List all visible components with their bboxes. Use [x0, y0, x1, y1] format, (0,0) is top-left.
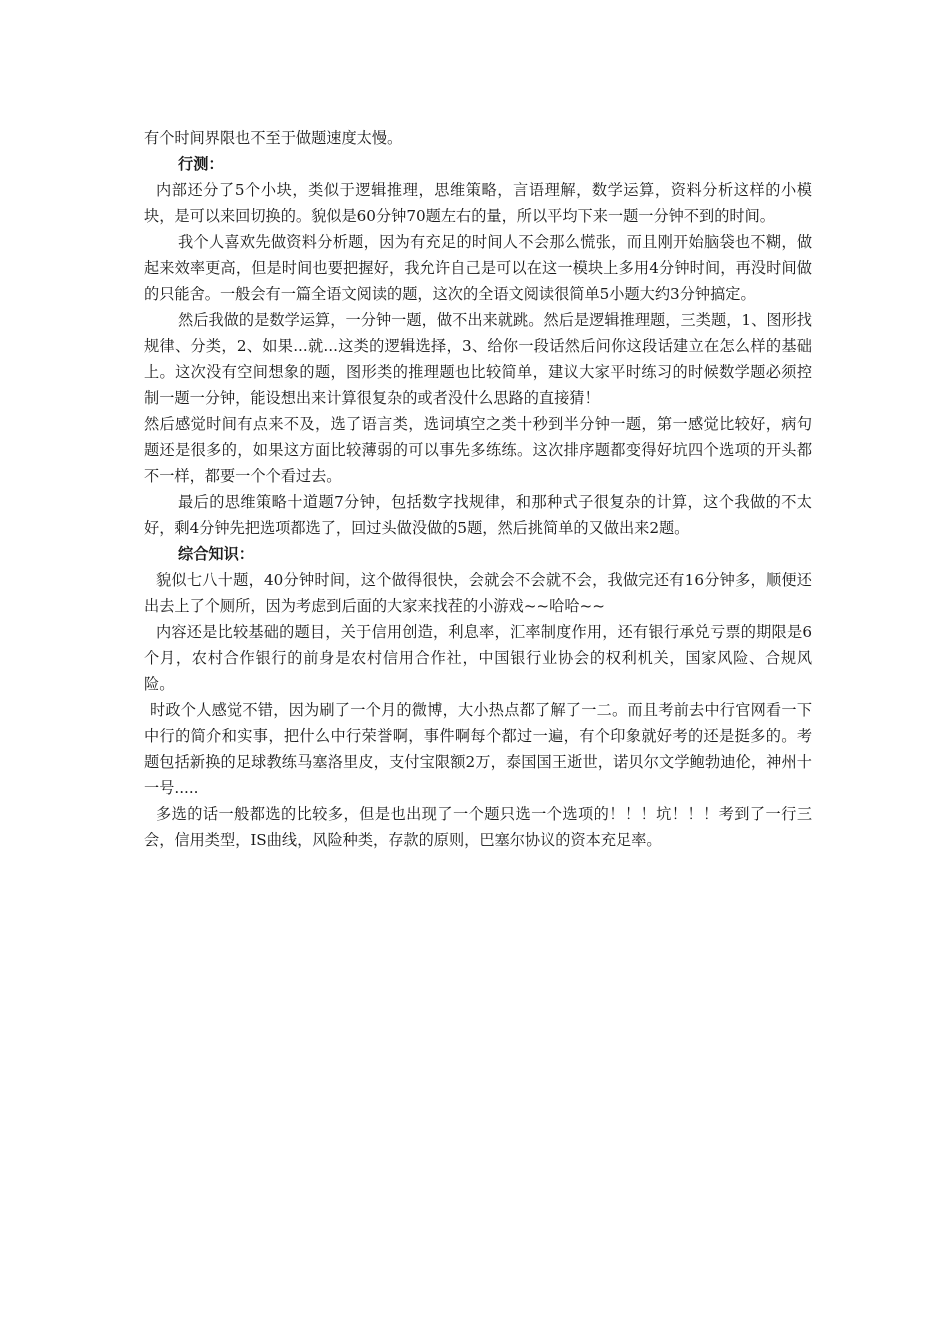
paragraph-zonghe-content: 内容还是比较基础的题目，关于信用创造，利息率，汇率制度作用，还有银行承兑亏票的期限是6个月，农村合作银行的前身是农村信用合作社，中国银行业协会的权利机关，国家风险、合规风险。 [144, 623, 812, 693]
paragraph-current-affairs: 时政个人感觉不错，因为刷了一个月的微博，大小热点都了解了一二。而且考前去中行官网看一下中行的简介和实事，把什么中行荣誉啊，事件啊每个都过一遍，有个印象就好考的还是挺多的。考题包括新换的足球教练马塞洛里皮，支付宝限额2万，泰国国王逝世，诺贝尔文学鲍勃迪伦，神州十一号..... [144, 701, 812, 797]
paragraph-multiple-choice: 多选的话一般都选的比较多，但是也出现了一个题只选一个选项的！！！坑！！！考到了一行三会，信用类型，IS曲线，风险种类，存款的原则，巴塞尔协议的资本充足率。 [144, 805, 812, 849]
section-heading-xingce: 行测： [178, 155, 224, 173]
paragraph-thinking-strategy: 最后的思维策略十道题7分钟，包括数字找规律，和那种式子很复杂的计算，这个我做的不太好，剩4分钟先把选项都选了，回过头做没做的5题，然后挑简单的又做出来2题。 [144, 493, 812, 537]
paragraph-data-analysis: 我个人喜欢先做资料分析题，因为有充足的时间人不会那么慌张，而且刚开始脑袋也不糊，做起来效率更高，但是时间也要把握好，我允许自己是可以在这一模块上多用4分钟时间，再没时间做的只能舍。一般会有一篇全语文阅读的题，这次的全语文阅读很简单5小题大约3分钟搞定。 [144, 233, 812, 303]
paragraph-zonghe-overview: 貌似七八十题，40分钟时间，这个做得很快，会就会不会就不会，我做完还有16分钟多，顺便还出去上了个厕所，因为考虑到后面的大家来找茬的小游戏~~哈哈~~ [144, 571, 812, 615]
document-body [144, 125, 812, 853]
paragraph-continuation: 有个时间界限也不至于做题速度太慢。 [144, 129, 403, 147]
section-heading-zonghe: 综合知识： [178, 545, 254, 563]
paragraph-math-logic: 然后我做的是数学运算，一分钟一题，做不出来就跳。然后是逻辑推理题，三类题，1、图形找规律、分类，2、如果...就...这类的逻辑选择，3、给你一段话然后问你这段话建立在怎么样的基础上。这次没有空间想象的题，图形类的推理题也比较简单，建议大家平时练习的时候数学题必须控制一题一分钟，能设想出来计算很复杂的或者没什么思路的直接猜！ [144, 311, 812, 407]
paragraph-xingce-overview: 内部还分了5个小块，类似于逻辑推理，思维策略，言语理解，数学运算，资料分析这样的小模块，是可以来回切换的。貌似是60分钟70题左右的量，所以平均下来一题一分钟不到的时间。 [144, 181, 812, 225]
paragraph-language: 然后感觉时间有点来不及，选了语言类，选词填空之类十秒到半分钟一题，第一感觉比较好，病句题还是很多的，如果这方面比较薄弱的可以事先多练练。这次排序题都变得好坑四个选项的开头都不一样，都要一个个看过去。 [144, 415, 812, 485]
